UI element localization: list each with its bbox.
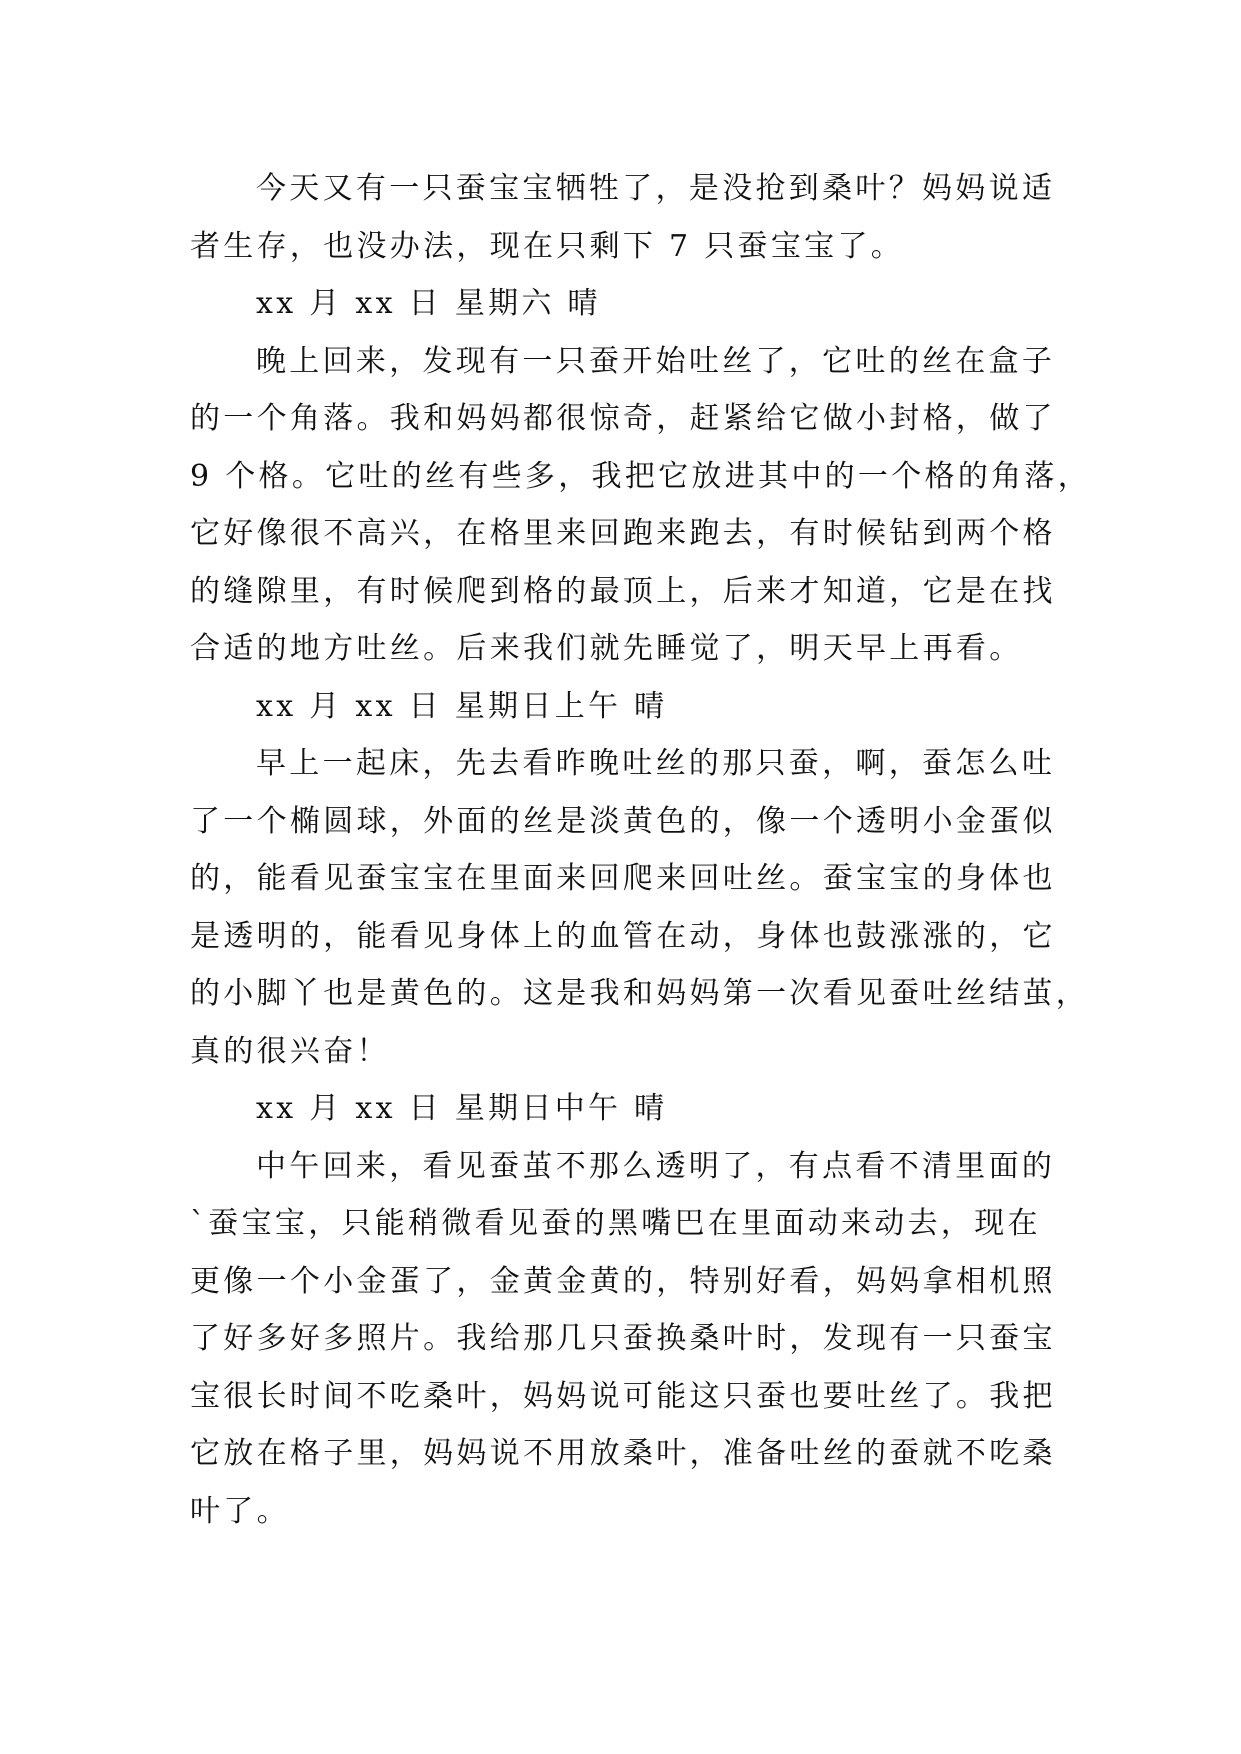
text-line: 今天又有一只蚕宝宝牺牲了，是没抢到桑叶？妈妈说适: [256, 171, 1056, 206]
text-line: 早上一起床，先去看昨晚吐丝的那只蚕，啊，蚕怎么吐: [256, 746, 1056, 781]
diary-date-heading: xx 月 xx 日 星期六 晴: [256, 286, 601, 321]
text-line: 者生存，也没办法，现在只剩下 7 只蚕宝宝了。: [190, 228, 905, 264]
text-line: `蚕宝宝，只能稍微看见蚕的黑嘴巴在里面动来动去，现在: [190, 1206, 1041, 1241]
diary-date-heading: xx 月 xx 日 星期日中午 晴: [256, 1091, 668, 1126]
paragraph-3: [190, 735, 1090, 1080]
text-line: 真的很兴奋！: [190, 1033, 390, 1069]
paragraph-1: [190, 160, 1060, 275]
document-body: [190, 160, 1092, 1540]
text-line: 叶了。: [190, 1493, 290, 1529]
text-line: 合适的地方吐丝。后来我们就先睡觉了，明天早上再看。: [190, 631, 1023, 666]
text-line: 晚上回来，发现有一只蚕开始吐丝了，它吐的丝在盒子: [256, 343, 1056, 379]
text-line: 它好像很不高兴，在格里来回跑来跑去，有时候钻到两个格: [190, 516, 1056, 551]
text-line: 了一个椭圆球，外面的丝是淡黄色的，像一个透明小金蛋似: [190, 803, 1056, 839]
diary-date-heading: xx 月 xx 日 星期日上午 晴: [256, 688, 668, 724]
text-line: 中午回来，看见蚕茧不那么透明了，有点看不清里面的: [256, 1148, 1056, 1184]
text-line: 了好多好多照片。我给那几只蚕换桑叶时，发现有一只蚕宝: [190, 1321, 1056, 1356]
text-line: 更像一个小金蛋了，金黄金黄的，特别好看，妈妈拿相机照: [190, 1263, 1056, 1299]
text-line: 的小脚丫也是黄色的。这是我和妈妈第一次看见蚕吐丝结茧，: [190, 976, 1090, 1011]
text-line: 是透明的，能看见身体上的血管在动，身体也鼓涨涨的，它: [190, 918, 1056, 954]
text-line: 9 个格。它吐的丝有些多，我把它放进其中的一个格的角落，: [190, 458, 1092, 494]
text-line: 的，能看见蚕宝宝在里面来回爬来回吐丝。蚕宝宝的身体也: [190, 861, 1056, 896]
paragraph-4: [190, 1138, 1060, 1541]
paragraph-2: [190, 333, 1092, 678]
text-line: 的一个角落。我和妈妈都很惊奇，赶紧给它做小封格，做了: [190, 401, 1056, 436]
text-line: 它放在格子里，妈妈说不用放桑叶，准备吐丝的蚕就不吃桑: [190, 1436, 1056, 1471]
text-line: 的缝隙里，有时候爬到格的最顶上，后来才知道，它是在找: [190, 573, 1056, 609]
text-line: 宝很长时间不吃桑叶，妈妈说可能这只蚕也要吐丝了。我把: [190, 1378, 1056, 1414]
